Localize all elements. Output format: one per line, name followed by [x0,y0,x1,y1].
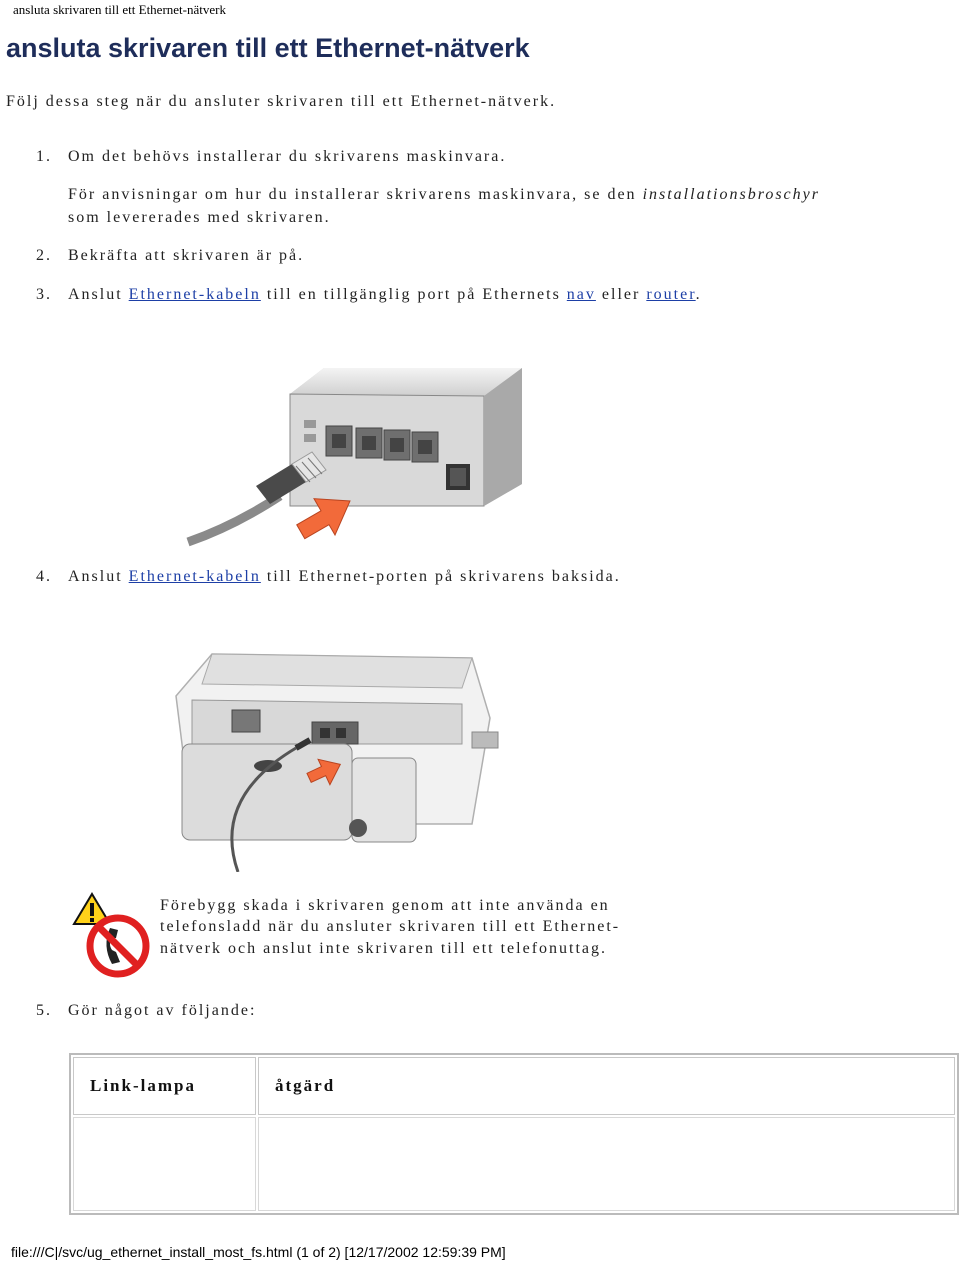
hub-link[interactable]: nav [566,286,596,303]
table-header-row [73,1057,955,1115]
step-3-text-part1: Anslut [68,286,129,303]
ethernet-cable-link[interactable]: Ethernet-kabeln [128,286,261,303]
intro-text: Följ dessa steg när du ansluter skrivaren till ett Ethernet-nätverk. [6,93,557,110]
step-3-text-part2: till en tillgänglig port på Ethernets [260,286,567,303]
browser-header-title: ansluta skrivaren till ett Ethernet-nätverk [13,2,226,17]
router-link[interactable]: router [646,286,696,303]
action-table [69,1053,959,1215]
warning-line-3: nätverk och anslut inte skrivaren till ett telefonuttag. [160,940,608,957]
step-3-number: 3. [36,286,52,303]
step-1-note-pre: För anvisningar om hur du installerar skrivarens maskinvara, se den [68,186,643,203]
step-5-number: 5. [36,1002,52,1019]
warning-no-phone-icon [72,892,156,980]
step-1-text: Om det behövs installerar du skrivarens maskinvara. [68,148,507,165]
table-cell [258,1117,955,1211]
page-title: ansluta skrivaren till ett Ethernet-nätverk [6,33,530,63]
page-footer-url: file:///C|/svc/ug_ethernet_install_most_fs.html (1 of 2) [12/17/2002 12:59:39 PM] [11,1244,506,1260]
ethernet-hub-illustration [184,366,524,550]
printer-back-illustration [172,648,502,872]
table-cell [73,1117,256,1211]
ethernet-cable-link-2[interactable]: Ethernet-kabeln [128,568,261,585]
step-1-note-line2: som levererades med skrivaren. [68,209,331,226]
step-4-text [68,568,621,586]
step-1-number: 1. [36,148,52,165]
step-2-number: 2. [36,247,52,264]
step-3-text [68,286,702,304]
step-4-text-part1: Anslut [68,568,129,585]
step-1-note-emphasis: installationsbroschyr [642,186,820,203]
step-1-note-line1 [68,186,820,204]
step-4-text-part2: till Ethernet-porten på skrivarens baksida. [260,568,621,585]
table-row [73,1117,955,1211]
warning-line-1: Förebygg skada i skrivaren genom att inte använda en [160,897,610,914]
step-5-text: Gör något av följande: [68,1002,257,1019]
step-3-text-part3: eller [595,286,647,303]
warning-line-2: telefonsladd när du ansluter skrivaren till ett Ethernet- [160,918,621,935]
table-header-action: åtgärd [258,1057,955,1115]
step-3-text-part4: . [695,286,702,303]
table-header-link-lamp: Link-lampa [73,1057,256,1115]
step-2-text: Bekräfta att skrivaren är på. [68,247,305,264]
step-4-number: 4. [36,568,52,585]
